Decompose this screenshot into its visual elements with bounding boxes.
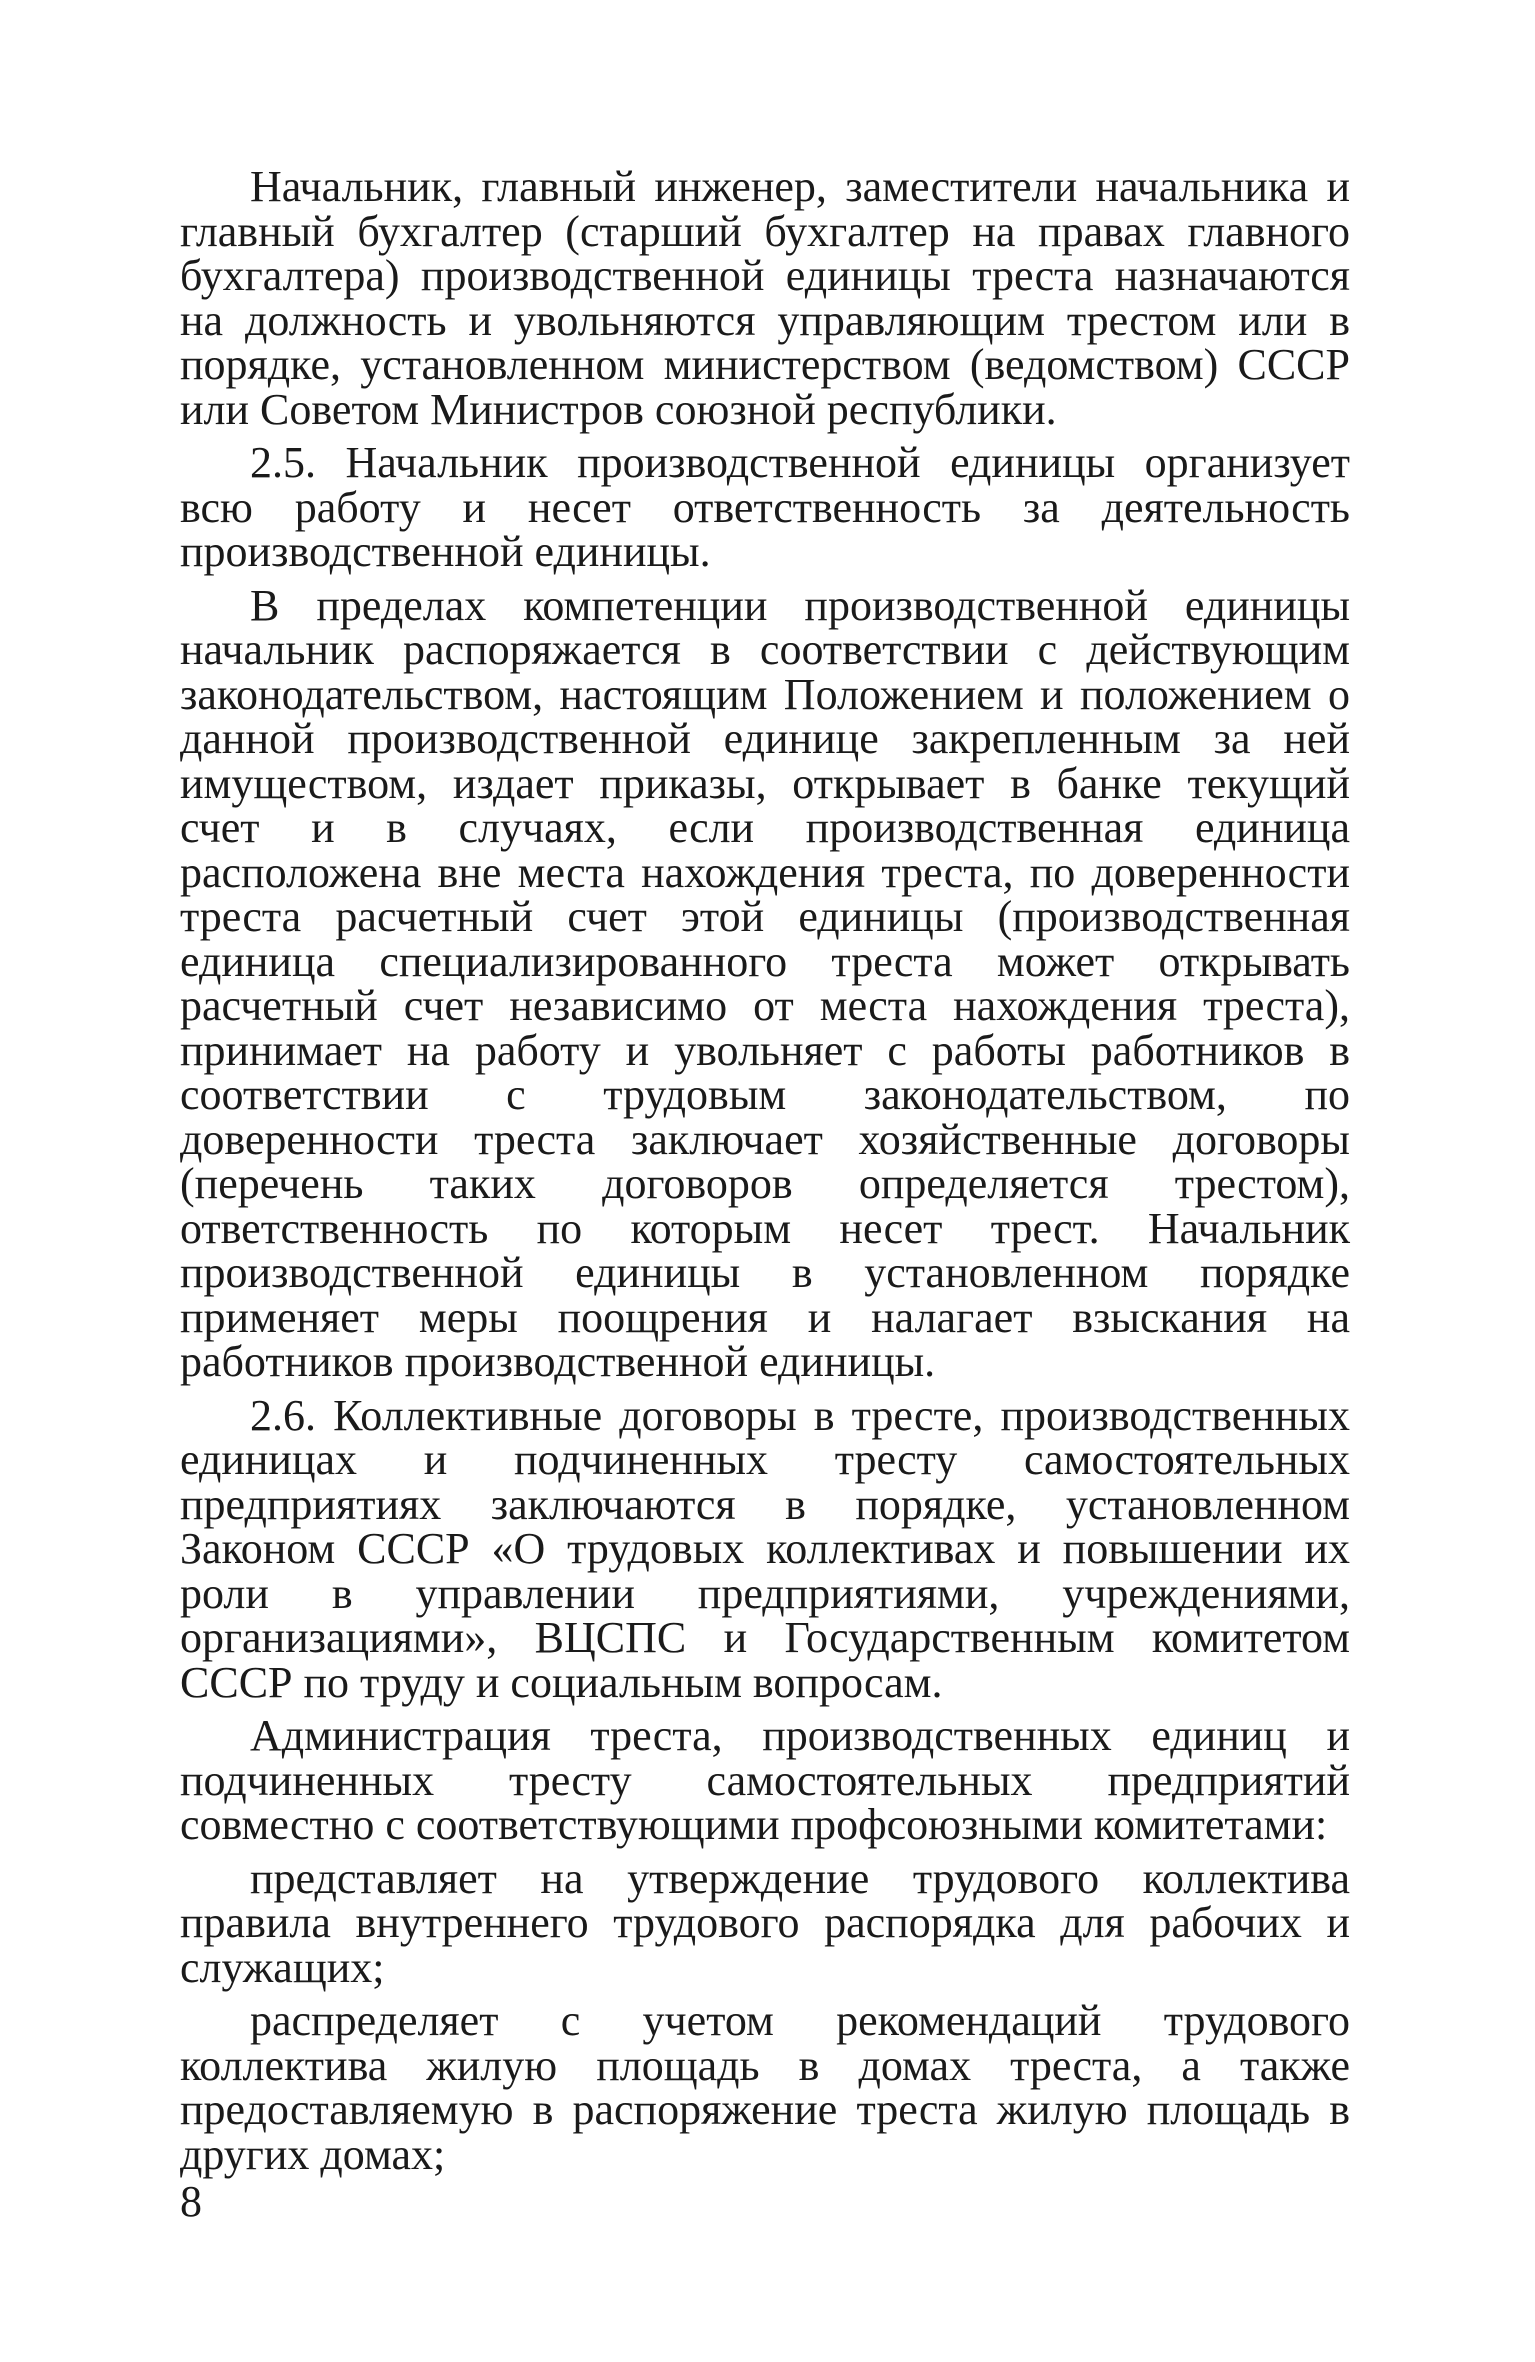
paragraph-2-6: 2.6. Коллективные договоры в тресте, производственных единицах и подчиненных тресту самостоятельных предприятиях заключаются в порядке, установленном Законом СССР «О трудовых коллективах и повышении их роли в управлении предприятиями, учреждениями, организациями», ВЦСПС и Государственным комитетом СССР по труду и социальным вопросам. [180, 1390, 1350, 1707]
paragraph-administration: Администрация треста, производственных единиц и подчиненных тресту самостоятельных предприятий совместно с соответствующими профсоюзными комитетами: [180, 1711, 1350, 1849]
paragraph-2-5: 2.5. Начальник производственной единицы организует всю работу и несет ответственность за деятельность производственной единицы. [180, 438, 1350, 576]
paragraph-internal-rules: представляет на утверждение трудового коллектива правила внутреннего трудового распорядка для рабочих и служащих; [180, 1853, 1350, 1992]
paragraph-competence: В пределах компетенции производственной единицы начальник распоряжается в соответствии с действующим законодательством, настоящим Положением и положением о данной производственной единице закрепленным за ней имуществом, издает приказы, открывает в банке текущий счет и в случаях, если производственная единица расположена вне места нахождения треста, по доверенности треста расчетный счет этой единицы (производственная единица специализированного треста может открывать расчетный счет независимо от места нахождения треста), принимает на работу и увольняет с работы работников в соответствии с трудовым законодательством, по доверенности треста заключает хозяйственные договоры (перечень таких договоров определяется трестом), ответственность по которым несет трест. Начальник производственной единицы в установленном порядке применяет меры поощрения и налагает взыскания на работников производственной единицы. [180, 580, 1350, 1386]
paragraph-housing: распределяет с учетом рекомендаций трудового коллектива жилую площадь в домах треста, а также предоставляемую в распоряжение треста жилую площадь в других домах; [180, 1996, 1350, 2179]
page-number: 8 [180, 2177, 202, 2226]
paragraph-appointment: Начальник, главный инженер, заместители начальника и главный бухгалтер (старший бухгалтер на правах главного бухгалтера) производственной единицы треста назначаются на должность и увольняются управляющим трестом или в порядке, установленном министерством (ведомством) СССР или Советом Министров союзной республики. [180, 162, 1350, 434]
page-body [180, 162, 1350, 2186]
